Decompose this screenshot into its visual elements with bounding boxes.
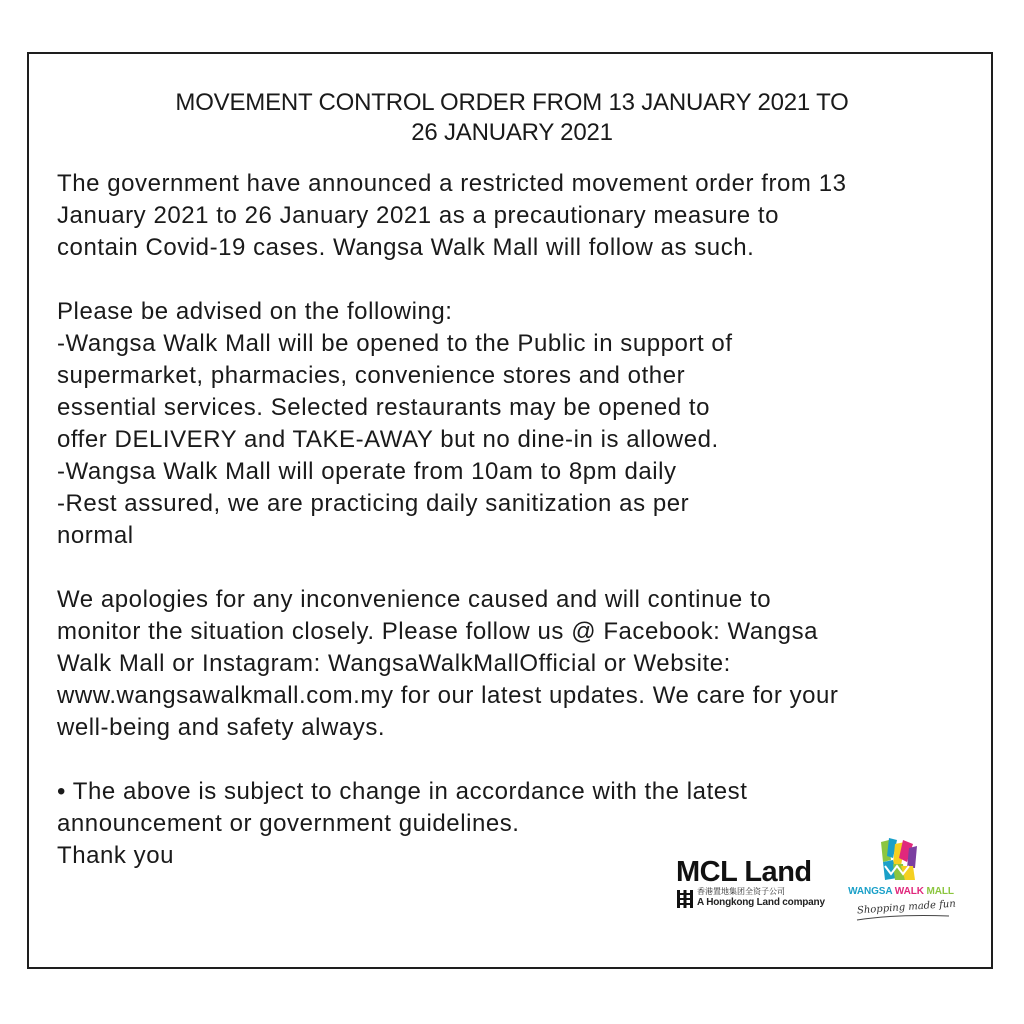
body-line: essential services. Selected restaurants may be opened to — [57, 394, 711, 421]
body-line: monitor the situation closely. Please follow us @ Facebook: Wangsa — [57, 618, 819, 645]
title-line: MOVEMENT CONTROL ORDER FROM 13 JANUARY 2021 TO — [175, 89, 849, 116]
body-line: www.wangsawalkmall.com.my for our latest updates. We care for your — [57, 682, 839, 709]
body-line: -Wangsa Walk Mall will operate from 10am to 8pm daily — [57, 458, 677, 485]
body-line: Please be advised on the following: — [57, 298, 453, 325]
mcl-chinese-text: 香港置地集团全资子公司 — [697, 887, 785, 896]
mcl-mark-icon — [677, 890, 693, 908]
body-spacer — [57, 552, 977, 584]
body-line: January 2021 to 26 January 2021 as a precautionary measure to — [57, 202, 779, 229]
notice-body — [57, 168, 977, 872]
wangsa-walk-mall-logo — [845, 838, 957, 928]
body-line: • The above is subject to change in accordance with the latest — [57, 778, 748, 805]
body-line: well-being and safety always. — [57, 714, 386, 741]
body-line: announcement or government guidelines. — [57, 810, 520, 837]
body-line: normal — [57, 522, 134, 549]
wangsa-tagline: Shopping made fun — [856, 898, 957, 917]
mcl-land-name: MCL Land — [676, 856, 812, 888]
body-line: We apologies for any inconvenience caused and will continue to — [57, 586, 772, 613]
tagline-swoosh-icon — [855, 912, 951, 922]
body-line: -Wangsa Walk Mall will be opened to the Public in support of — [57, 330, 733, 357]
body-line: contain Covid-19 cases. Wangsa Walk Mall will follow as such. — [57, 234, 755, 261]
body-line: offer DELIVERY and TAKE-AWAY but no dine-in is allowed. — [57, 426, 719, 453]
body-line: Walk Mall or Instagram: WangsaWalkMallOfficial or Website: — [57, 650, 731, 677]
body-line: -Rest assured, we are practicing daily sanitization as per — [57, 490, 690, 517]
title-line: 26 JANUARY 2021 — [411, 119, 613, 146]
body-line: The government have announced a restricted movement order from 13 — [57, 170, 847, 197]
body-line: supermarket, pharmacies, convenience stores and other — [57, 362, 686, 389]
body-spacer — [57, 744, 977, 776]
mall-word: MALL — [926, 886, 954, 897]
wangsa-graphic-icon — [879, 838, 919, 882]
wangsa-walk-mall-name — [845, 886, 957, 898]
notice-title — [0, 88, 1024, 148]
wangsa-word: WANGSA — [848, 886, 893, 897]
body-spacer — [57, 264, 977, 296]
mcl-land-logo — [676, 856, 841, 916]
mcl-subtitle: A Hongkong Land company — [697, 897, 825, 908]
body-line: Thank you — [57, 842, 175, 869]
walk-word: WALK — [894, 886, 924, 897]
